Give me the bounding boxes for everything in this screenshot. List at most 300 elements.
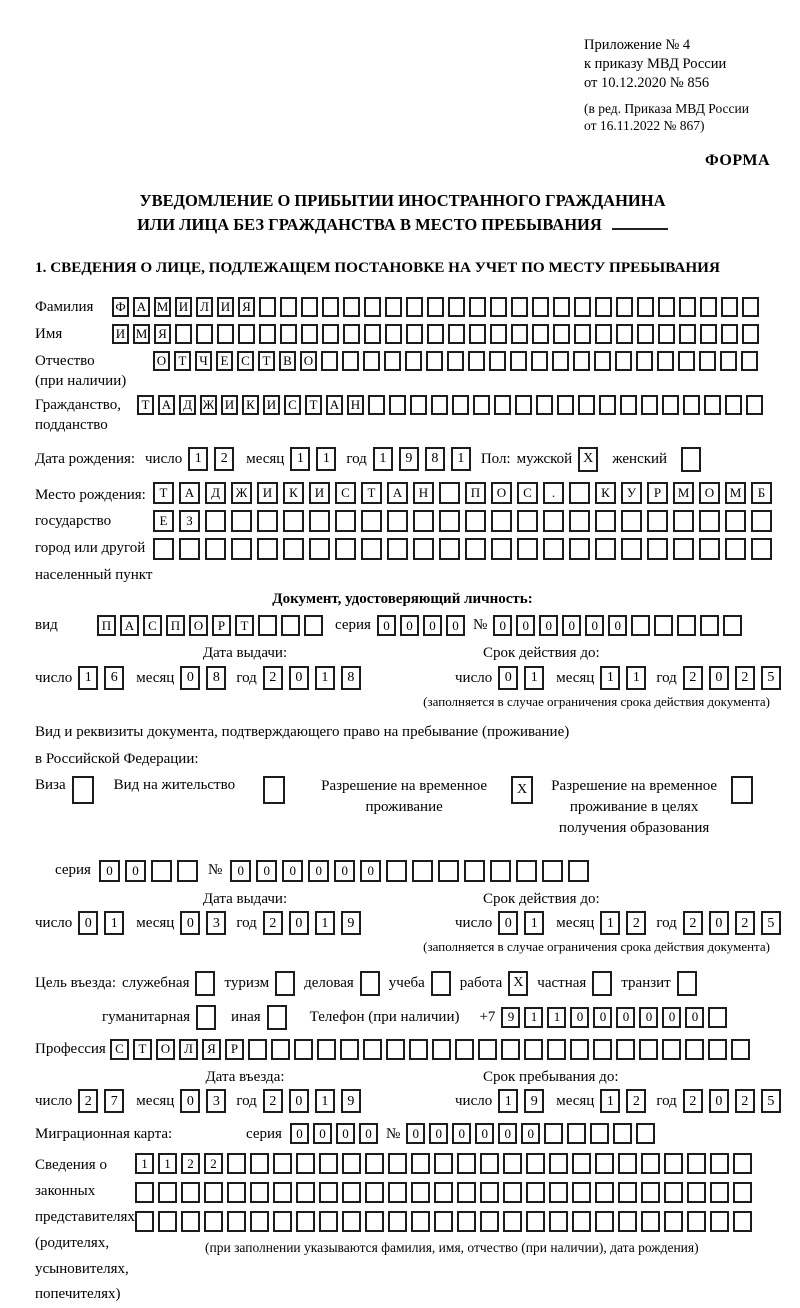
char-cell[interactable]: Ф (112, 297, 129, 317)
char-cell[interactable]: 1 (316, 447, 336, 471)
char-cell[interactable] (304, 615, 323, 636)
char-cell[interactable] (258, 615, 277, 636)
char-cell[interactable]: 0 (308, 860, 329, 882)
char-cell[interactable] (231, 510, 252, 532)
char-cell[interactable] (438, 860, 459, 882)
char-cell[interactable] (434, 1153, 453, 1174)
char-cell[interactable] (259, 324, 276, 344)
char-cell[interactable]: 1 (524, 1007, 543, 1028)
char-cell[interactable]: 0 (709, 911, 729, 935)
char-cell[interactable] (388, 1211, 407, 1232)
char-cell[interactable]: Т (258, 351, 275, 371)
char-cell[interactable] (572, 1211, 591, 1232)
char-cell[interactable]: 0 (585, 615, 604, 636)
char-cell[interactable] (411, 1153, 430, 1174)
char-cell[interactable] (227, 1153, 246, 1174)
char-cell[interactable]: И (112, 324, 129, 344)
char-cell[interactable]: М (725, 482, 746, 504)
char-cell[interactable]: 0 (709, 666, 729, 690)
char-cell[interactable] (480, 1153, 499, 1174)
humanitarian-checkbox[interactable] (196, 1005, 216, 1030)
char-cell[interactable]: 0 (562, 615, 581, 636)
char-cell[interactable] (301, 297, 318, 317)
char-cell[interactable] (158, 1182, 177, 1203)
char-cell[interactable] (280, 324, 297, 344)
char-cell[interactable] (434, 1182, 453, 1203)
visa-checkbox[interactable] (72, 776, 94, 804)
char-cell[interactable] (309, 538, 330, 560)
char-cell[interactable] (238, 324, 255, 344)
char-cell[interactable]: А (133, 297, 150, 317)
char-cell[interactable]: Д (205, 482, 226, 504)
char-cell[interactable]: 2 (683, 911, 703, 935)
char-cell[interactable]: А (326, 395, 343, 415)
char-cell[interactable] (464, 860, 485, 882)
char-cell[interactable] (317, 1039, 336, 1060)
char-cell[interactable] (532, 324, 549, 344)
char-cell[interactable] (335, 510, 356, 532)
char-cell[interactable] (296, 1211, 315, 1232)
char-cell[interactable] (573, 351, 590, 371)
char-cell[interactable]: П (97, 615, 116, 636)
char-cell[interactable] (710, 1211, 729, 1232)
char-cell[interactable] (439, 538, 460, 560)
char-cell[interactable]: Т (235, 615, 254, 636)
char-cell[interactable] (250, 1153, 269, 1174)
char-cell[interactable] (179, 538, 200, 560)
char-cell[interactable] (478, 1039, 497, 1060)
char-cell[interactable] (531, 351, 548, 371)
char-cell[interactable] (319, 1182, 338, 1203)
char-cell[interactable]: 0 (377, 615, 396, 636)
char-cell[interactable]: 8 (425, 447, 445, 471)
char-cell[interactable] (720, 351, 737, 371)
char-cell[interactable]: 0 (685, 1007, 704, 1028)
char-cell[interactable] (322, 297, 339, 317)
char-cell[interactable] (465, 538, 486, 560)
char-cell[interactable] (283, 510, 304, 532)
char-cell[interactable]: Я (202, 1039, 221, 1060)
char-cell[interactable]: В (279, 351, 296, 371)
char-cell[interactable] (590, 1123, 609, 1144)
char-cell[interactable] (250, 1211, 269, 1232)
char-cell[interactable] (595, 1211, 614, 1232)
char-cell[interactable] (699, 510, 720, 532)
char-cell[interactable] (491, 510, 512, 532)
char-cell[interactable] (204, 1182, 223, 1203)
char-cell[interactable] (700, 324, 717, 344)
char-cell[interactable]: 0 (593, 1007, 612, 1028)
char-cell[interactable]: Ж (200, 395, 217, 415)
char-cell[interactable]: 0 (289, 1089, 309, 1113)
char-cell[interactable]: 0 (498, 666, 518, 690)
char-cell[interactable] (641, 395, 658, 415)
char-cell[interactable] (280, 297, 297, 317)
char-cell[interactable]: Я (238, 297, 255, 317)
char-cell[interactable] (647, 510, 668, 532)
char-cell[interactable]: У (621, 482, 642, 504)
char-cell[interactable]: 0 (516, 615, 535, 636)
char-cell[interactable]: 5 (761, 666, 781, 690)
char-cell[interactable]: 2 (626, 1089, 646, 1113)
char-cell[interactable] (654, 615, 673, 636)
char-cell[interactable]: С (110, 1039, 129, 1060)
char-cell[interactable]: И (309, 482, 330, 504)
char-cell[interactable]: И (217, 297, 234, 317)
char-cell[interactable]: Т (137, 395, 154, 415)
char-cell[interactable] (618, 1211, 637, 1232)
char-cell[interactable] (568, 860, 589, 882)
char-cell[interactable]: 0 (608, 615, 627, 636)
char-cell[interactable] (411, 1211, 430, 1232)
char-cell[interactable] (526, 1153, 545, 1174)
char-cell[interactable]: 2 (204, 1153, 223, 1174)
char-cell[interactable] (385, 297, 402, 317)
char-cell[interactable]: 1 (315, 666, 335, 690)
char-cell[interactable] (615, 351, 632, 371)
char-cell[interactable]: 2 (683, 1089, 703, 1113)
char-cell[interactable] (365, 1153, 384, 1174)
char-cell[interactable] (501, 1039, 520, 1060)
char-cell[interactable]: 0 (256, 860, 277, 882)
char-cell[interactable] (662, 395, 679, 415)
char-cell[interactable] (457, 1211, 476, 1232)
char-cell[interactable] (751, 510, 772, 532)
char-cell[interactable] (733, 1211, 752, 1232)
char-cell[interactable]: 5 (761, 911, 781, 935)
char-cell[interactable] (343, 324, 360, 344)
char-cell[interactable] (511, 297, 528, 317)
char-cell[interactable] (503, 1211, 522, 1232)
char-cell[interactable] (439, 482, 460, 504)
char-cell[interactable] (217, 324, 234, 344)
other-checkbox[interactable] (267, 1005, 287, 1030)
char-cell[interactable]: 9 (524, 1089, 544, 1113)
char-cell[interactable] (616, 1039, 635, 1060)
char-cell[interactable]: 9 (341, 911, 361, 935)
char-cell[interactable] (751, 538, 772, 560)
char-cell[interactable] (135, 1211, 154, 1232)
char-cell[interactable] (473, 395, 490, 415)
char-cell[interactable]: С (335, 482, 356, 504)
temp-residence-checkbox[interactable]: X (511, 776, 533, 804)
char-cell[interactable]: 0 (78, 911, 98, 935)
char-cell[interactable] (342, 1211, 361, 1232)
char-cell[interactable] (257, 538, 278, 560)
char-cell[interactable]: Л (196, 297, 213, 317)
char-cell[interactable]: Б (751, 482, 772, 504)
char-cell[interactable]: 0 (125, 860, 146, 882)
char-cell[interactable] (469, 297, 486, 317)
char-cell[interactable] (452, 395, 469, 415)
char-cell[interactable] (710, 1182, 729, 1203)
char-cell[interactable] (387, 538, 408, 560)
char-cell[interactable] (406, 297, 423, 317)
char-cell[interactable]: 2 (181, 1153, 200, 1174)
char-cell[interactable]: 2 (214, 447, 234, 471)
char-cell[interactable] (175, 324, 192, 344)
char-cell[interactable] (153, 538, 174, 560)
char-cell[interactable] (618, 1182, 637, 1203)
char-cell[interactable] (342, 1153, 361, 1174)
char-cell[interactable] (708, 1007, 727, 1028)
char-cell[interactable] (343, 297, 360, 317)
char-cell[interactable]: 1 (451, 447, 471, 471)
char-cell[interactable] (434, 1211, 453, 1232)
char-cell[interactable] (515, 395, 532, 415)
char-cell[interactable] (725, 510, 746, 532)
char-cell[interactable] (657, 351, 674, 371)
char-cell[interactable] (151, 860, 172, 882)
char-cell[interactable] (448, 324, 465, 344)
char-cell[interactable] (205, 510, 226, 532)
char-cell[interactable] (553, 324, 570, 344)
char-cell[interactable] (309, 510, 330, 532)
char-cell[interactable]: 0 (446, 615, 465, 636)
char-cell[interactable]: 2 (263, 1089, 283, 1113)
char-cell[interactable]: 0 (406, 1123, 425, 1144)
char-cell[interactable] (406, 324, 423, 344)
char-cell[interactable] (723, 615, 742, 636)
char-cell[interactable] (385, 324, 402, 344)
char-cell[interactable]: 0 (475, 1123, 494, 1144)
char-cell[interactable] (227, 1211, 246, 1232)
char-cell[interactable]: А (179, 482, 200, 504)
char-cell[interactable] (301, 324, 318, 344)
char-cell[interactable]: 1 (290, 447, 310, 471)
char-cell[interactable] (364, 297, 381, 317)
char-cell[interactable] (733, 1153, 752, 1174)
char-cell[interactable] (532, 297, 549, 317)
char-cell[interactable]: О (189, 615, 208, 636)
char-cell[interactable] (322, 324, 339, 344)
char-cell[interactable]: О (153, 351, 170, 371)
char-cell[interactable]: 3 (206, 1089, 226, 1113)
char-cell[interactable] (569, 538, 590, 560)
char-cell[interactable]: О (156, 1039, 175, 1060)
char-cell[interactable] (721, 297, 738, 317)
char-cell[interactable] (595, 1182, 614, 1203)
char-cell[interactable] (673, 510, 694, 532)
char-cell[interactable] (335, 538, 356, 560)
char-cell[interactable] (204, 1211, 223, 1232)
char-cell[interactable] (641, 1211, 660, 1232)
char-cell[interactable]: 0 (570, 1007, 589, 1028)
char-cell[interactable]: 0 (180, 1089, 200, 1113)
official-checkbox[interactable] (195, 971, 215, 996)
char-cell[interactable] (517, 538, 538, 560)
char-cell[interactable] (637, 324, 654, 344)
char-cell[interactable]: И (263, 395, 280, 415)
char-cell[interactable] (664, 1153, 683, 1174)
char-cell[interactable]: 2 (263, 911, 283, 935)
char-cell[interactable] (678, 351, 695, 371)
char-cell[interactable]: М (154, 297, 171, 317)
char-cell[interactable]: С (284, 395, 301, 415)
char-cell[interactable] (490, 324, 507, 344)
char-cell[interactable] (413, 510, 434, 532)
char-cell[interactable]: К (283, 482, 304, 504)
char-cell[interactable] (700, 615, 719, 636)
char-cell[interactable]: 0 (289, 666, 309, 690)
char-cell[interactable] (699, 538, 720, 560)
char-cell[interactable]: 0 (313, 1123, 332, 1144)
char-cell[interactable] (599, 395, 616, 415)
char-cell[interactable]: П (166, 615, 185, 636)
char-cell[interactable] (664, 1182, 683, 1203)
char-cell[interactable] (465, 510, 486, 532)
char-cell[interactable] (468, 351, 485, 371)
char-cell[interactable] (570, 1039, 589, 1060)
char-cell[interactable] (158, 1211, 177, 1232)
char-cell[interactable] (427, 324, 444, 344)
char-cell[interactable]: 0 (429, 1123, 448, 1144)
char-cell[interactable] (250, 1182, 269, 1203)
char-cell[interactable] (526, 1211, 545, 1232)
char-cell[interactable]: 9 (501, 1007, 520, 1028)
char-cell[interactable]: Я (154, 324, 171, 344)
char-cell[interactable] (572, 1182, 591, 1203)
char-cell[interactable]: З (179, 510, 200, 532)
char-cell[interactable] (455, 1039, 474, 1060)
char-cell[interactable] (340, 1039, 359, 1060)
char-cell[interactable]: 0 (616, 1007, 635, 1028)
char-cell[interactable]: О (699, 482, 720, 504)
char-cell[interactable]: 2 (735, 1089, 755, 1113)
char-cell[interactable] (631, 615, 650, 636)
char-cell[interactable] (389, 395, 406, 415)
char-cell[interactable]: 1 (626, 666, 646, 690)
char-cell[interactable] (361, 510, 382, 532)
char-cell[interactable]: 0 (423, 615, 442, 636)
char-cell[interactable]: 2 (683, 666, 703, 690)
char-cell[interactable]: 0 (359, 1123, 378, 1144)
char-cell[interactable] (687, 1153, 706, 1174)
char-cell[interactable]: 1 (158, 1153, 177, 1174)
char-cell[interactable]: 0 (360, 860, 381, 882)
char-cell[interactable] (569, 482, 590, 504)
char-cell[interactable]: К (242, 395, 259, 415)
char-cell[interactable]: 0 (498, 1123, 517, 1144)
char-cell[interactable]: Ж (231, 482, 252, 504)
char-cell[interactable] (557, 395, 574, 415)
char-cell[interactable] (616, 324, 633, 344)
char-cell[interactable]: 0 (498, 911, 518, 935)
char-cell[interactable] (679, 324, 696, 344)
char-cell[interactable] (547, 1039, 566, 1060)
char-cell[interactable] (491, 538, 512, 560)
char-cell[interactable] (413, 538, 434, 560)
char-cell[interactable] (544, 1123, 563, 1144)
business-checkbox[interactable] (360, 971, 380, 996)
char-cell[interactable] (342, 1182, 361, 1203)
char-cell[interactable] (273, 1182, 292, 1203)
char-cell[interactable] (673, 538, 694, 560)
char-cell[interactable] (181, 1182, 200, 1203)
char-cell[interactable] (294, 1039, 313, 1060)
char-cell[interactable] (526, 1182, 545, 1203)
char-cell[interactable] (469, 324, 486, 344)
char-cell[interactable]: 3 (206, 911, 226, 935)
char-cell[interactable] (177, 860, 198, 882)
char-cell[interactable] (543, 538, 564, 560)
char-cell[interactable]: Д (179, 395, 196, 415)
char-cell[interactable]: 1 (547, 1007, 566, 1028)
char-cell[interactable]: Т (305, 395, 322, 415)
char-cell[interactable] (594, 351, 611, 371)
char-cell[interactable]: 0 (334, 860, 355, 882)
char-cell[interactable] (710, 1153, 729, 1174)
char-cell[interactable] (742, 324, 759, 344)
char-cell[interactable]: 1 (600, 1089, 620, 1113)
char-cell[interactable]: 8 (341, 666, 361, 690)
char-cell[interactable]: 1 (135, 1153, 154, 1174)
char-cell[interactable]: Р (647, 482, 668, 504)
char-cell[interactable]: 2 (626, 911, 646, 935)
transit-checkbox[interactable] (677, 971, 697, 996)
char-cell[interactable] (386, 1039, 405, 1060)
char-cell[interactable]: 0 (662, 1007, 681, 1028)
char-cell[interactable] (281, 615, 300, 636)
char-cell[interactable]: 0 (336, 1123, 355, 1144)
char-cell[interactable] (574, 297, 591, 317)
char-cell[interactable]: 9 (399, 447, 419, 471)
char-cell[interactable] (725, 538, 746, 560)
char-cell[interactable] (319, 1211, 338, 1232)
char-cell[interactable] (490, 297, 507, 317)
char-cell[interactable]: И (175, 297, 192, 317)
char-cell[interactable] (658, 297, 675, 317)
char-cell[interactable] (431, 395, 448, 415)
char-cell[interactable] (248, 1039, 267, 1060)
char-cell[interactable] (405, 351, 422, 371)
char-cell[interactable]: Н (413, 482, 434, 504)
char-cell[interactable]: 0 (180, 666, 200, 690)
char-cell[interactable] (549, 1211, 568, 1232)
char-cell[interactable] (699, 351, 716, 371)
char-cell[interactable]: 8 (206, 666, 226, 690)
char-cell[interactable] (511, 324, 528, 344)
char-cell[interactable] (257, 510, 278, 532)
char-cell[interactable] (363, 351, 380, 371)
char-cell[interactable]: И (221, 395, 238, 415)
sex-male-checkbox[interactable]: X (578, 447, 598, 472)
char-cell[interactable]: 0 (400, 615, 419, 636)
char-cell[interactable] (677, 615, 696, 636)
char-cell[interactable]: 2 (78, 1089, 98, 1113)
char-cell[interactable]: А (387, 482, 408, 504)
char-cell[interactable] (687, 1211, 706, 1232)
char-cell[interactable]: Т (361, 482, 382, 504)
char-cell[interactable] (196, 324, 213, 344)
char-cell[interactable]: А (158, 395, 175, 415)
char-cell[interactable] (231, 538, 252, 560)
char-cell[interactable]: С (143, 615, 162, 636)
char-cell[interactable] (503, 1182, 522, 1203)
char-cell[interactable] (489, 351, 506, 371)
char-cell[interactable] (321, 351, 338, 371)
char-cell[interactable] (567, 1123, 586, 1144)
char-cell[interactable]: Е (153, 510, 174, 532)
char-cell[interactable] (552, 351, 569, 371)
char-cell[interactable]: 0 (493, 615, 512, 636)
char-cell[interactable] (639, 1039, 658, 1060)
char-cell[interactable] (733, 1182, 752, 1203)
char-cell[interactable]: А (120, 615, 139, 636)
char-cell[interactable] (542, 860, 563, 882)
char-cell[interactable] (593, 1039, 612, 1060)
char-cell[interactable]: Т (133, 1039, 152, 1060)
